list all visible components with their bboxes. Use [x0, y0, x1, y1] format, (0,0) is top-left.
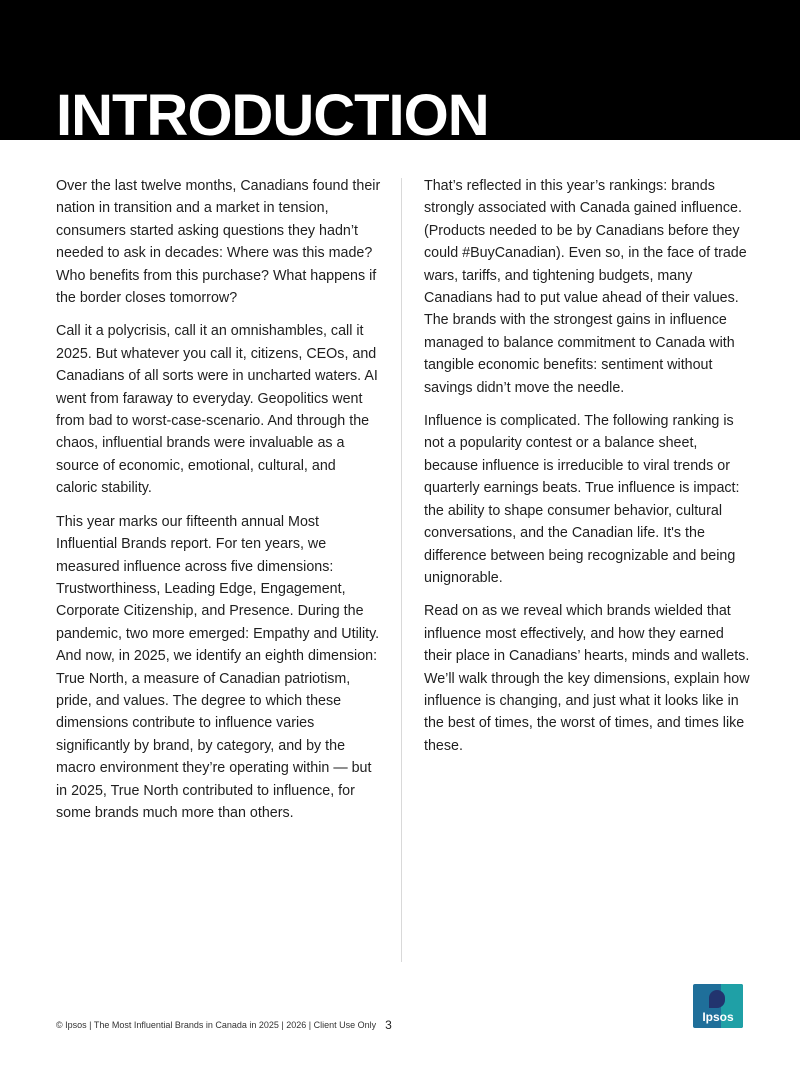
paragraph: This year marks our fifteenth annual Most Influential Brands report. For ten years, we measured influence across five dimensions: Trustworthiness, Leading Edge, Engagement, Corporate Citizenship, and Presence. During the pandemic, two more emerged: Empathy and Utility. And now, in 2025, we identify an eighth dimension: True North, a measure of Canadian patriotism, pride, and values. The degree to which these dimensions contribute to influence varies significantly by brand, by category, and by the macro environment they’re operating within — but in 2025, True North contributed to influence, for some brands much more than others.: [56, 513, 380, 821]
right-column: [424, 175, 754, 768]
logo-wordmark: Ipsos: [702, 1010, 734, 1024]
paragraph: Read on as we reveal which brands wielded that influence most effectively, and how they earned their place in Canadians’ hearts, minds and wallets. We’ll walk through the key dimensions, explain how influence is changing, and just what it looks like in the best of times, the worst of times, and times like these.: [424, 603, 750, 754]
header-band: [0, 0, 800, 140]
left-column: [56, 175, 381, 835]
column-divider: [401, 178, 402, 962]
footer-text: © Ipsos | The Most Influential Brands in Canada in 2025 | 2026 | Client Use Only: [56, 1020, 377, 1030]
footer: [56, 1018, 392, 1032]
paragraph: Call it a polycrisis, call it an omnishambles, call it 2025. But whatever you call it, citizens, CEOs, and Canadians of all sorts were in uncharted waters. AI went from faraway to everyday. Geopolitics went from bad to worst-case-scenario. And through the chaos, influential brands were invaluable as a source of economic, emotional, cultural, and caloric stability.: [56, 323, 378, 497]
logo-mark-icon: [709, 990, 725, 1008]
paragraph: Influence is complicated. The following ranking is not a popularity contest or a balance sheet, because influence is irreducible to viral trends or quarterly earnings beats. True influence is impact: the ability to shape consumer behavior, cultural conversations, and the Canadian life. It's the difference between being recognizable and being unignorable.: [424, 413, 740, 586]
paragraph: That’s reflected in this year’s rankings: brands strongly associated with Canada gained influence. (Products needed to be by Canadians before they could #BuyCanadian). Even so, in the face of trade wars, tariffs, and tightening budgets, many Canadians had to put value ahead of their values. The brands with the strongest gains in influence managed to balance commitment to Canada with tangible economic benefits: sentiment without savings didn’t move the needle.: [424, 178, 747, 396]
paragraph: Over the last twelve months, Canadians found their nation in transition and a market in tension, consumers started asking questions they hadn’t needed to ask in decades: Where was this made? Who benefits from this purchase? What happens if the border closes tomorrow?: [56, 178, 381, 307]
ipsos-logo: [693, 984, 743, 1028]
page-number: 3: [385, 1018, 392, 1032]
page-title: INTRODUCTION: [56, 86, 489, 140]
